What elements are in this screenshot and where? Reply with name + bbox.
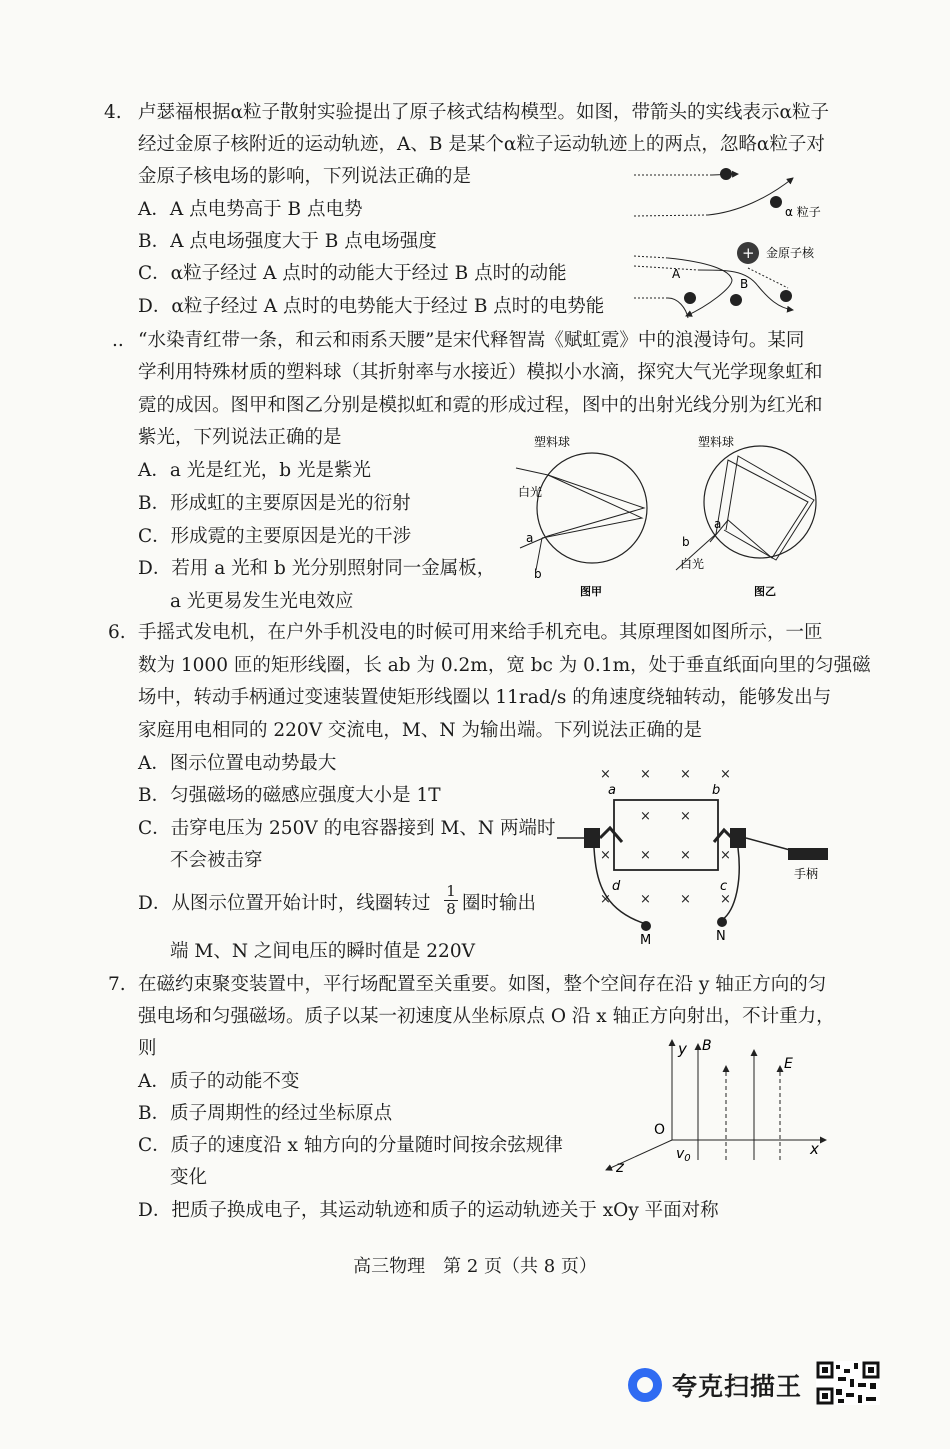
field-cross: × — [640, 809, 651, 824]
scanner-watermark — [628, 1360, 880, 1410]
question-6-option-c: C．击穿电压为 250V 的电容器接到 M、N 两端时 — [138, 818, 556, 839]
question-7-option-b: B．质子周期性的经过坐标原点 — [138, 1103, 393, 1124]
question-6-line-4: 家庭用电相同的 220V 交流电，M、N 为输出端。下列说法正确的是 — [138, 720, 702, 741]
rainbow-figure-jia — [508, 430, 658, 604]
brand-name: 夸克扫描王 — [672, 1372, 803, 1401]
field-cross: × — [680, 848, 691, 863]
question-7-line-3: 则 — [138, 1038, 157, 1059]
question-4-option-a: A．A 点电势高于 B 点电势 — [138, 199, 363, 220]
nucleus-plus-sign: + — [742, 244, 755, 262]
field-cross: × — [640, 892, 651, 907]
origin-label: O — [654, 1122, 666, 1138]
alpha-particle-label: α 粒子 — [785, 205, 821, 219]
question-6-line-2: 数为 1000 匝的矩形线圈，长 ab 为 0.2m，宽 bc 为 0.1m，处于垂直纸面向里的匀强磁 — [138, 655, 871, 676]
v0-label: $v_0$ — [676, 1146, 691, 1164]
generator-figure — [552, 760, 842, 954]
question-6-option-c-cont: 不会被击穿 — [170, 850, 263, 871]
light-b-label: b — [534, 567, 542, 581]
point-b-label: B — [740, 277, 749, 291]
question-4-option-d: D．α粒子经过 A 点时的电势能大于经过 B 点时的电势能 — [138, 296, 605, 317]
field-cross: × — [680, 892, 691, 907]
light-a-label-2: a — [714, 517, 722, 531]
light-a-label: a — [526, 531, 534, 545]
question-6-line-1: 手摇式发电机，在户外手机没电的时候可用来给手机充电。其原理图如图所示，一匝 — [138, 622, 823, 643]
handle-label: 手柄 — [794, 867, 819, 881]
coil-corner-a: a — [608, 783, 616, 798]
question-5-option-c: C．形成霓的主要原因是光的干涉 — [138, 526, 412, 547]
question-6-number: 6. — [108, 622, 126, 643]
terminal-m: M — [640, 933, 652, 948]
question-4-line-3: 金原子核电场的影响，下列说法正确的是 — [138, 166, 472, 187]
figure-yi-caption: 图乙 — [754, 585, 776, 598]
question-4-option-c: C．α粒子经过 A 点时的动能大于经过 B 点时的动能 — [138, 263, 567, 284]
page-footer: 高三物理 第 2 页（共 8 页） — [353, 1256, 597, 1277]
coil-corner-c: c — [720, 879, 728, 894]
question-7-option-c: C．质子的速度沿 x 轴方向的分量随时间按余弦规律 — [138, 1135, 563, 1156]
question-5-number: .. — [112, 330, 124, 351]
light-b-label-2: b — [682, 535, 690, 549]
field-cross: × — [720, 848, 731, 863]
question-4-line-1: 卢瑟福根据α粒子散射实验提出了原子核式结构模型。如图，带箭头的实线表示α粒子 — [138, 102, 829, 123]
terminal-n: N — [716, 929, 726, 944]
field-cross: × — [640, 767, 651, 782]
question-4-number: 4. — [104, 102, 122, 123]
question-5-line-4: 紫光，下列说法正确的是 — [138, 427, 342, 448]
field-cross: × — [600, 767, 611, 782]
plastic-ball-label: 塑料球 — [534, 435, 571, 449]
white-light-label-2: 白光 — [680, 557, 705, 571]
field-cross: × — [640, 848, 651, 863]
question-7-line-1: 在磁约束聚变装置中，平行场配置至关重要。如图，整个空间存在沿 y 轴正方向的匀 — [138, 974, 827, 995]
field-cross: × — [720, 892, 731, 907]
question-7-option-c-cont: 变化 — [170, 1167, 208, 1188]
gold-nucleus-label: 金原子核 — [766, 246, 815, 260]
question-6-option-d-cont: 圈时输出 — [462, 893, 537, 914]
field-cross: × — [680, 767, 691, 782]
field-cross: × — [600, 848, 611, 863]
e-field-label: E — [784, 1056, 793, 1072]
plastic-ball-label-2: 塑料球 — [698, 435, 735, 449]
y-axis-label: y — [678, 1040, 687, 1058]
white-light-label: 白光 — [518, 485, 543, 499]
question-5-option-a: A．a 光是红光，b 光是紫光 — [138, 460, 371, 481]
question-6-option-b: B．匀强磁场的磁感应强度大小是 1T — [138, 785, 441, 806]
question-5-line-3: 霓的成因。图甲和图乙分别是模拟虹和霓的形成过程，图中的出射光线分别为红光和 — [138, 395, 823, 416]
question-4-option-b: B．A 点电场强度大于 B 点电场强度 — [138, 231, 437, 252]
question-4-line-2: 经过金原子核附近的运动轨迹，A、B 是某个α粒子运动轨迹上的两点，忽略α粒子对 — [138, 134, 825, 155]
fraction-denominator: 8 — [446, 900, 456, 918]
rainbow-figure-yi — [668, 430, 828, 604]
question-6-option-d-cont-2: 端 M、N 之间电压的瞬时值是 220V — [170, 941, 475, 962]
question-7-number: 7. — [108, 974, 126, 995]
field-cross: × — [680, 809, 691, 824]
question-6-option-d: D．从图示位置开始计时，线圈转过 — [138, 893, 431, 914]
question-5-line-2: 学利用特殊材质的塑料球（其折射率与水接近）模拟小水滴，探究大气光学现象虹和 — [138, 362, 823, 383]
x-axis-label: x — [810, 1140, 819, 1158]
question-6-line-3: 场中，转动手柄通过变速装置使矩形线圈以 11rad/s 的角速度绕轴转动，能够发出与 — [138, 687, 832, 708]
b-field-label: B — [702, 1038, 712, 1054]
qr-code-icon — [816, 1361, 880, 1409]
question-7-line-2: 强电场和匀强磁场。质子以某一初速度从坐标原点 O 沿 x 轴正方向射出，不计重力， — [138, 1006, 835, 1027]
question-5-line-1: “水染青红带一条，和云和雨系天腰”是宋代释智嵩《赋虹霓》中的浪漫诗句。某同 — [138, 330, 805, 351]
field-cross: × — [600, 892, 611, 907]
question-5-option-b: B．形成虹的主要原因是光的衍射 — [138, 493, 411, 514]
question-5-option-d-cont: a 光更易发生光电效应 — [170, 591, 354, 612]
quark-logo-icon — [628, 1368, 662, 1402]
alpha-scattering-figure — [628, 158, 848, 324]
question-5-option-d: D．若用 a 光和 b 光分别照射同一金属板， — [138, 558, 496, 579]
z-axis-label: z — [616, 1158, 624, 1176]
point-a-label: A — [672, 267, 681, 281]
question-7-option-d: D．把质子换成电子，其运动轨迹和质子的运动轨迹关于 xOy 平面对称 — [138, 1200, 719, 1221]
coil-corner-b: b — [712, 783, 721, 798]
figure-jia-caption: 图甲 — [580, 585, 602, 598]
fraction-numerator: 1 — [444, 883, 458, 901]
question-7-option-a: A．质子的动能不变 — [138, 1071, 300, 1092]
fraction-one-eighth — [444, 883, 458, 918]
question-6-option-a: A．图示位置电动势最大 — [138, 753, 337, 774]
coordinate-field-figure — [598, 1030, 838, 1184]
field-cross: × — [720, 767, 731, 782]
coil-corner-d: d — [612, 879, 621, 894]
